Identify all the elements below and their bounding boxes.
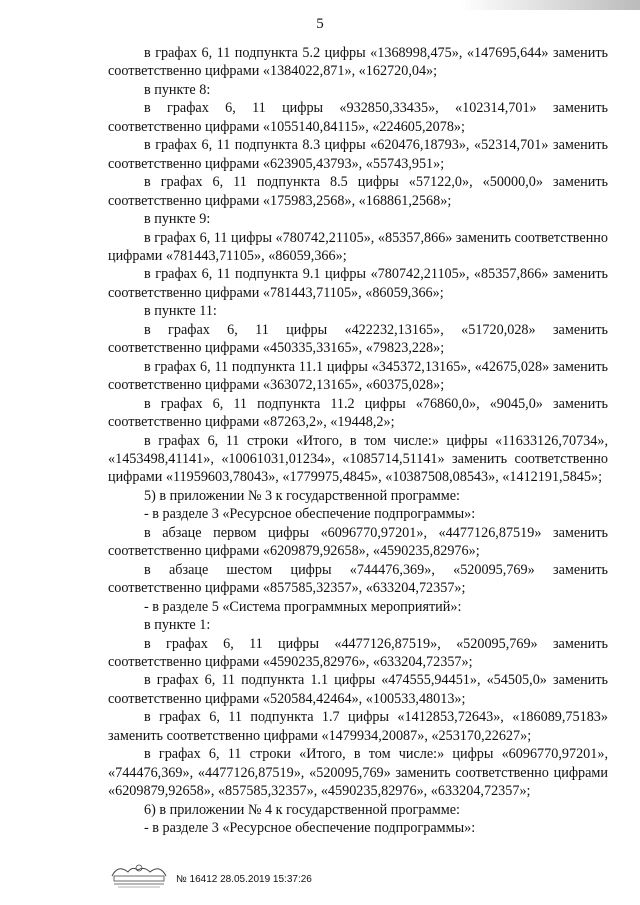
document-paragraph: в графах 6, 11 цифры «932850,33435», «102314,701» заменить соответственно цифрами «1055140,84115», «224605,2078»; [108, 100, 608, 135]
document-paragraph: в графах 6, 11 подпункта 1.7 цифры «1412853,72643», «186089,75183» заменить соответственно цифрами «1479934,20087», «253170,22627»; [108, 709, 608, 744]
document-paragraph: - в разделе 3 «Ресурсное обеспечение подпрограммы»: [144, 820, 476, 837]
document-paragraph: в графах 6, 11 цифры «422232,13165», «51720,028» заменить соответственно цифрами «450335,33165», «79823,228»; [108, 321, 608, 357]
document-paragraph: в абзаце шестом цифры «744476,369», «520095,769» заменить соответственно цифрами «857585,32357», «633204,72357»; [108, 561, 608, 597]
document-paragraph: в графах 6, 11 подпункта 9.1 цифры «780742,21105», «85357,866» заменить соответственно цифрами «781443,71105», «86059,366»; [108, 266, 608, 301]
document-body [108, 44, 608, 837]
document-paragraph: в графах 6, 11 подпункта 8.5 цифры «57122,0», «50000,0» заменить соответственно цифрами «175983,2568», «168861,2568»; [108, 174, 608, 209]
document-paragraph: в графах 6, 11 подпункта 11.1 цифры «345372,13165», «42675,028» заменить соответственно цифрами «363072,13165», «60375,028»; [108, 358, 608, 394]
document-paragraph: в графах 6, 11 подпункта 1.1 цифры «474555,94451», «54505,0» заменить соответственно цифрами «520584,42464», «100533,48013»; [108, 672, 608, 707]
document-paragraph: в графах 6, 11 подпункта 5.2 цифры «1368998,475», «147695,644» заменить соответственно цифрами «1384022,871», «162720,04»; [108, 45, 608, 80]
page-footer [108, 866, 528, 894]
document-registration-ref: № 16412 28.05.2019 15:37:26 [176, 874, 312, 885]
document-paragraph: в графах 6, 11 подпункта 11.2 цифры «76860,0», «9045,0» заменить соответственно цифрами «87263,2», «19448,2»; [108, 395, 608, 431]
page-number: 5 [316, 16, 324, 32]
document-paragraph: 5) в приложении № 3 к государственной программе: [144, 487, 460, 504]
document-paragraph: - в разделе 3 «Ресурсное обеспечение подпрограммы»: [144, 506, 476, 523]
government-emblem-logo [108, 860, 170, 890]
document-paragraph: в пункте 9: [144, 211, 211, 228]
scan-edge-shadow [460, 0, 640, 10]
document-paragraph: в пункте 11: [144, 303, 217, 320]
document-paragraph: 6) в приложении № 4 к государственной программе: [144, 801, 460, 818]
document-paragraph: в абзаце первом цифры «6096770,97201», «4477126,87519» заменить соответственно цифрами «6209879,92658», «4590235,82976»; [108, 524, 608, 560]
document-paragraph: в графах 6, 11 подпункта 8.3 цифры «620476,18793», «52314,701» заменить соответственно цифрами «623905,43793», «55743,951»; [108, 137, 608, 172]
document-paragraph: - в разделе 5 «Система программных мероприятий»: [144, 598, 462, 615]
document-paragraph: в пункте 8: [144, 81, 211, 98]
document-paragraph: в пункте 1: [144, 617, 211, 634]
document-paragraph: в графах 6, 11 цифры «4477126,87519», «520095,769» заменить соответственно цифрами «4590235,82976», «633204,72357»; [108, 635, 608, 670]
document-paragraph: в графах 6, 11 строки «Итого, в том числе:» цифры «11633126,70734», «1453498,41141», «10061031,01234», «1085714,51141» заменить соответственно цифрами «11959603,78043», «1779975,4845», «10387508,08543», «1412191,5845»; [108, 432, 608, 486]
document-paragraph: в графах 6, 11 строки «Итого, в том числе:» цифры «6096770,97201», «744476,369», «4477126,87519», «520095,769» заменить соответственно цифрами «6209879,92658», «857585,32357», «4590235,82976», «633204,72357»; [108, 746, 608, 800]
document-paragraph: в графах 6, 11 цифры «780742,21105», «85357,866» заменить соответственно цифрами «781443,71105», «86059,366»; [108, 229, 608, 264]
